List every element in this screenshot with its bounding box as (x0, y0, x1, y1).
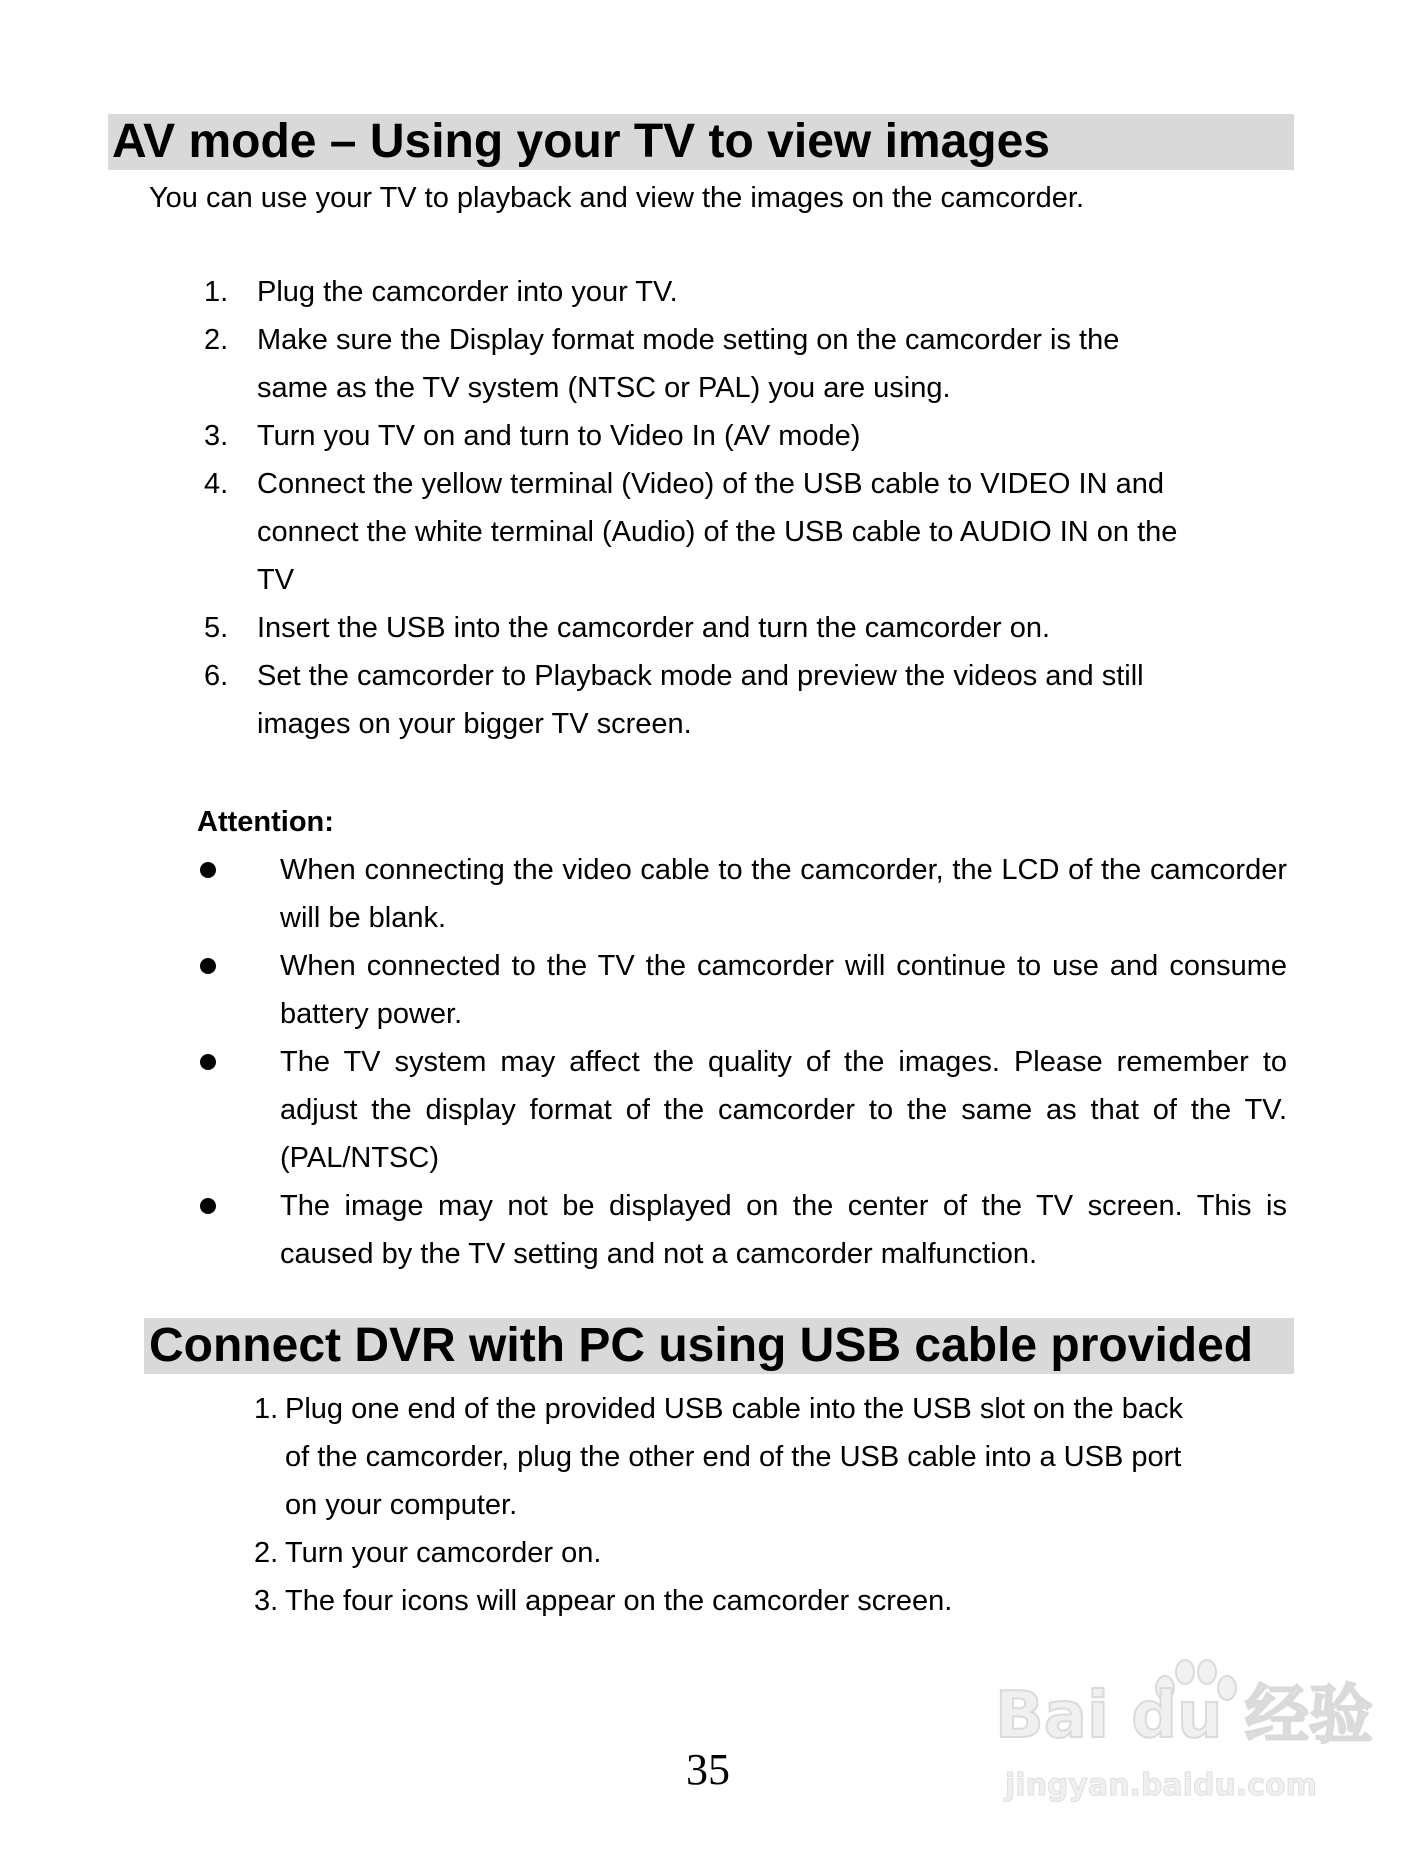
page-number: 35 (686, 1745, 730, 1794)
list-item: 6. Set the camcorder to Playback mode and preview the videos and still images on your bigger TV screen. (204, 660, 1144, 740)
bullet-icon (197, 846, 280, 942)
attention-label: Attention: (197, 806, 334, 838)
list-item: 1. Plug one end of the provided USB cable into the USB slot on the back of the camcorder, plug the other end of the USB cable into a USB port on your computer. (254, 1393, 1183, 1521)
watermark-brand: Bai du 经验 (995, 1679, 1373, 1753)
bullet-icon (197, 942, 280, 1038)
list-item: 2. Make sure the Display format mode setting on the camcorder is the same as the TV system (NTSC or PAL) you are using. (204, 324, 1120, 404)
list-item: When connected to the TV the camcorder will continue to use and consume battery power. (197, 942, 1287, 1038)
baidu-watermark (995, 1650, 1373, 1820)
list-item: The image may not be displayed on the center of the TV screen. This is caused by the TV setting and not a camcorder malfunction. (197, 1182, 1287, 1278)
usb-steps (254, 1385, 1294, 1625)
list-item: 3. The four icons will appear on the camcorder screen. (254, 1585, 953, 1617)
list-item: 2. Turn your camcorder on. (254, 1537, 602, 1569)
bullet-icon (197, 1038, 280, 1182)
list-item: 1. Plug the camcorder into your TV. (204, 276, 678, 308)
attention-list (197, 846, 1287, 1278)
list-item: When connecting the video cable to the camcorder, the LCD of the camcorder will be blank. (197, 846, 1287, 942)
list-item: 5. Insert the USB into the camcorder and turn the camcorder on. (204, 612, 1051, 644)
section-intro: You can use your TV to playback and view the images on the camcorder. (149, 182, 1084, 214)
list-item: 4. Connect the yellow terminal (Video) of the USB cable to VIDEO IN and connect the white terminal (Audio) of the USB cable to AUDIO IN on the TV (204, 468, 1178, 596)
av-mode-steps (204, 268, 1294, 748)
list-item: The TV system may affect the quality of the images. Please remember to adjust the display format of the camcorder to the same as that of the TV. (PAL/NTSC) (197, 1038, 1287, 1182)
section-title-av-mode: AV mode – Using your TV to view images (108, 114, 1294, 170)
list-item: 3. Turn you TV on and turn to Video In (AV mode) (204, 420, 861, 452)
section-title-usb: Connect DVR with PC using USB cable provided (144, 1318, 1294, 1374)
bullet-icon (197, 1182, 280, 1278)
watermark-url: jingyan.baidu.com (1005, 1768, 1317, 1803)
